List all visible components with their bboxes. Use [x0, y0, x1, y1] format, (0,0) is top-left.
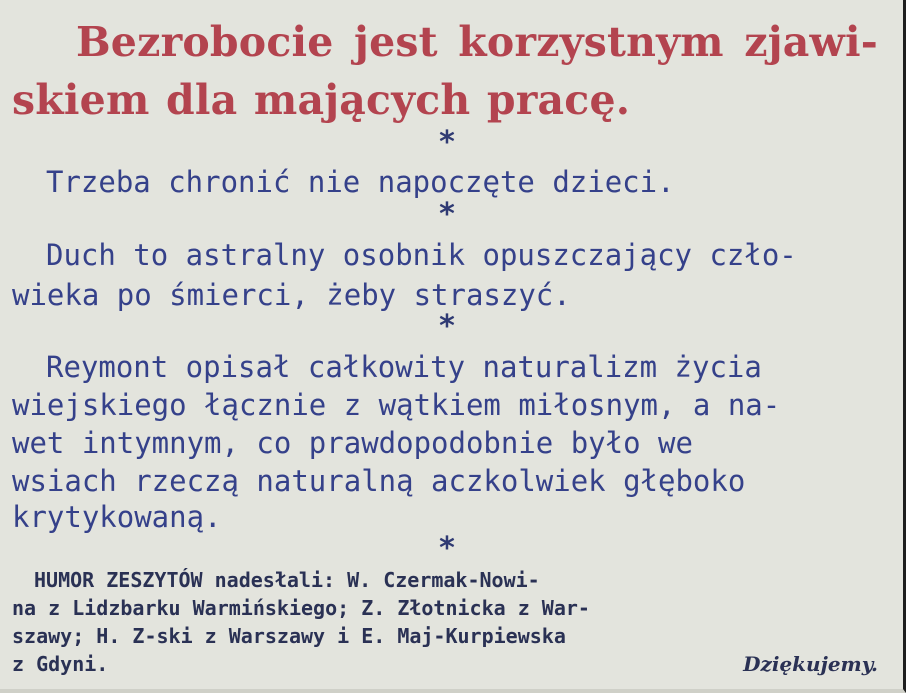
- separator-star-2: *: [439, 197, 455, 232]
- separator-star-3: *: [439, 309, 455, 344]
- credits-text-3: szawy; H. Z-ski z Warszawy i E. Maj-Kurpiewska: [12, 624, 566, 648]
- credits-text-1: HUMOR ZESZYTÓW nadesłali: W. Czermak-Nowi-: [34, 568, 540, 592]
- credits-text-2: na z Lidzbarku Warmińskiego; Z. Złotnicka z War-: [12, 596, 590, 620]
- credits-line-3: [12, 624, 878, 648]
- quote-3-line-4: wsiach rzeczą naturalną aczkolwiek głęboko: [12, 464, 746, 498]
- credits-line-1: [12, 568, 878, 592]
- quote-2-line-2: wieka po śmierci, żeby straszyć.: [12, 278, 571, 312]
- credits-line-4: [12, 652, 878, 676]
- separator-star-1: *: [439, 125, 455, 160]
- quote-3-line-3: wet intymnym, co prawdopodobnie było we: [12, 426, 693, 460]
- credits-text-4: z Gdyni.: [12, 652, 109, 676]
- quote-3-line-5: krytykowaną.: [12, 500, 222, 534]
- quote-3-line-2: wiejskiego łącznie z wątkiem miłosnym, a na-: [12, 388, 781, 422]
- credits-line-2: [12, 596, 878, 620]
- quote-3-line-1: Reymont opisał całkowity naturalizm życia: [46, 350, 762, 384]
- credits-thanks: Dziękujemy.: [743, 652, 878, 676]
- headline-line-1: Bezrobocie jest korzystnym zjawi-: [75, 18, 878, 66]
- headline-line-2: skiem dla mających pracę.: [12, 76, 631, 124]
- quote-2-line-1: Duch to astralny osobnik opuszczający czło-: [46, 238, 797, 272]
- quote-1-line-1: Trzeba chronić nie napoczęte dzieci.: [46, 165, 675, 199]
- separator-star-4: *: [439, 531, 455, 566]
